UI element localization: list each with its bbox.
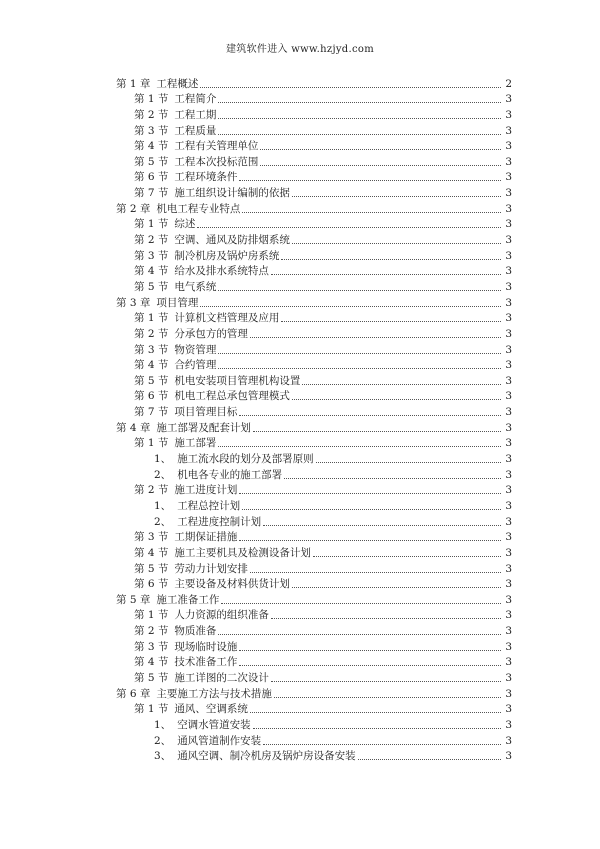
toc-entry-title: 人力资源的组织准备 <box>174 609 269 622</box>
toc-entry-number: 第 3 章 <box>116 296 151 309</box>
toc-entry-title: 施工主要机具及检测设备计划 <box>174 546 311 559</box>
toc-entry-page: 3 <box>505 374 512 387</box>
toc-entry-page: 3 <box>505 343 512 356</box>
toc-entry-level-2[interactable] <box>0 387 600 403</box>
toc-entry-number: 第 5 节 <box>134 374 169 387</box>
toc-dot-leader <box>271 274 501 275</box>
toc-entry-title: 工程概述 <box>156 77 199 90</box>
toc-entry-title: 项目管理 <box>156 296 199 309</box>
toc-entry-page: 3 <box>505 734 512 747</box>
toc-entry-number: 第 5 章 <box>116 593 151 606</box>
toc-entry-number: 2、 <box>154 734 172 747</box>
toc-entry-number: 3、 <box>154 750 172 763</box>
toc-entry-title: 施工部署 <box>174 437 217 450</box>
toc-entry-level-2[interactable] <box>0 481 600 497</box>
toc-entry-title: 空调水管道安装 <box>177 718 251 731</box>
toc-entry-number: 第 3 节 <box>134 531 169 544</box>
toc-entry-level-2[interactable] <box>0 356 600 372</box>
toc-dot-leader <box>292 587 501 588</box>
toc-entry-number: 第 3 节 <box>134 249 169 262</box>
toc-entry-page: 3 <box>505 593 512 606</box>
toc-entry-title: 技术准备工作 <box>174 656 238 669</box>
toc-dot-leader <box>253 431 501 432</box>
toc-entry-page: 2 <box>505 77 512 90</box>
toc-entry-number: 第 5 节 <box>134 671 169 684</box>
toc-entry-number: 1、 <box>154 453 172 466</box>
toc-dot-leader <box>218 102 501 103</box>
toc-dot-leader <box>218 134 501 135</box>
toc-entry-page: 3 <box>505 671 512 684</box>
toc-entry-number: 第 6 节 <box>134 171 169 184</box>
toc-dot-leader <box>316 462 501 463</box>
toc-entry-level-2[interactable] <box>0 246 600 262</box>
toc-entry-number: 第 5 节 <box>134 562 169 575</box>
toc-entry-page: 3 <box>505 296 512 309</box>
toc-entry-title: 现场临时设施 <box>174 640 238 653</box>
toc-entry-level-1[interactable] <box>0 418 600 434</box>
toc-entry-title: 通风管道制作安装 <box>177 734 262 747</box>
toc-entry-number: 第 1 节 <box>134 218 169 231</box>
toc-dot-leader <box>218 353 501 354</box>
toc-dot-leader <box>358 759 501 760</box>
toc-entry-page: 3 <box>505 515 512 528</box>
toc-entry-title: 电气系统 <box>174 280 217 293</box>
toc-entry-number: 第 6 章 <box>116 687 151 700</box>
toc-dot-leader <box>218 290 501 291</box>
toc-entry-level-3[interactable] <box>0 715 600 731</box>
toc-entry-title: 综述 <box>174 218 196 231</box>
toc-entry-number: 第 3 节 <box>134 124 169 137</box>
toc-entry-number: 第 2 节 <box>134 108 169 121</box>
toc-entry-level-2[interactable] <box>0 575 600 591</box>
toc-entry-title: 劳动力计划安排 <box>174 562 248 575</box>
toc-dot-leader <box>218 446 501 447</box>
toc-entry-level-2[interactable] <box>0 90 600 106</box>
toc-entry-number: 第 4 节 <box>134 140 169 153</box>
toc-entry-number: 第 1 节 <box>134 93 169 106</box>
toc-entry-title: 分承包方的管理 <box>174 327 248 340</box>
toc-entry-title: 施工准备工作 <box>156 593 220 606</box>
toc-entry-title: 物资管理 <box>174 343 217 356</box>
toc-entry-title: 机电安装项目管理机构设置 <box>174 374 301 387</box>
toc-entry-number: 第 1 节 <box>134 312 169 325</box>
toc-dot-leader <box>250 712 501 713</box>
toc-entry-page: 3 <box>505 249 512 262</box>
toc-entry-title: 工程质量 <box>174 124 217 137</box>
toc-entry-number: 第 2 章 <box>116 202 151 215</box>
toc-entry-page: 3 <box>505 750 512 763</box>
toc-entry-title: 工程进度控制计划 <box>177 515 262 528</box>
toc-entry-level-2[interactable] <box>0 668 600 684</box>
toc-entry-level-3[interactable] <box>0 465 600 481</box>
toc-entry-level-1[interactable] <box>0 199 600 215</box>
table-of-contents <box>0 74 600 762</box>
toc-entry-page: 3 <box>505 202 512 215</box>
toc-dot-leader <box>239 180 501 181</box>
toc-entry-number: 第 1 章 <box>116 77 151 90</box>
toc-entry-title: 工程总控计划 <box>177 499 241 512</box>
toc-dot-leader <box>263 744 501 745</box>
toc-dot-leader <box>221 603 501 604</box>
toc-entry-number: 第 6 节 <box>134 390 169 403</box>
toc-entry-page: 3 <box>505 437 512 450</box>
toc-entry-page: 3 <box>505 93 512 106</box>
toc-entry-number: 第 3 节 <box>134 640 169 653</box>
toc-entry-title: 施工进度计划 <box>174 484 238 497</box>
toc-entry-page: 3 <box>505 140 512 153</box>
toc-dot-leader <box>292 196 501 197</box>
toc-entry-title: 合约管理 <box>174 359 217 372</box>
toc-dot-leader <box>239 665 501 666</box>
toc-dot-leader <box>281 259 501 260</box>
toc-entry-page: 3 <box>505 155 512 168</box>
toc-entry-page: 3 <box>505 124 512 137</box>
toc-entry-title: 通风空调、制冷机房及锅炉房设备安装 <box>177 750 356 763</box>
toc-entry-page: 3 <box>505 718 512 731</box>
toc-dot-leader <box>260 165 501 166</box>
toc-entry-page: 3 <box>505 312 512 325</box>
toc-dot-leader <box>197 227 501 228</box>
toc-dot-leader <box>284 478 501 479</box>
toc-entry-title: 施工详图的二次设计 <box>174 671 269 684</box>
toc-entry-page: 3 <box>505 499 512 512</box>
toc-entry-level-3[interactable] <box>0 747 600 763</box>
toc-entry-page: 3 <box>505 421 512 434</box>
toc-entry-page: 3 <box>505 703 512 716</box>
toc-entry-title: 物质准备 <box>174 625 217 638</box>
toc-entry-page: 3 <box>505 327 512 340</box>
toc-entry-page: 3 <box>505 108 512 121</box>
toc-entry-page: 3 <box>505 234 512 247</box>
toc-entry-level-2[interactable] <box>0 215 600 231</box>
toc-entry-level-2[interactable] <box>0 621 600 637</box>
toc-dot-leader <box>239 415 501 416</box>
toc-entry-title: 通风、空调系统 <box>174 703 248 716</box>
toc-entry-title: 给水及排水系统特点 <box>174 265 269 278</box>
toc-entry-page: 3 <box>505 546 512 559</box>
toc-entry-level-1[interactable] <box>0 293 600 309</box>
toc-entry-title: 制冷机房及锅炉房系统 <box>174 249 280 262</box>
toc-entry-level-2[interactable] <box>0 121 600 137</box>
toc-entry-level-2[interactable] <box>0 183 600 199</box>
toc-entry-page: 3 <box>505 265 512 278</box>
toc-entry-level-2[interactable] <box>0 168 600 184</box>
toc-entry-number: 2、 <box>154 468 172 481</box>
toc-entry-number: 第 4 节 <box>134 265 169 278</box>
toc-entry-title: 施工部署及配套计划 <box>156 421 251 434</box>
toc-entry-title: 工程有关管理单位 <box>174 140 259 153</box>
toc-entry-number: 第 1 节 <box>134 437 169 450</box>
toc-entry-level-3[interactable] <box>0 512 600 528</box>
toc-entry-level-2[interactable] <box>0 637 600 653</box>
toc-entry-page: 3 <box>505 280 512 293</box>
toc-entry-title: 计算机文档管理及应用 <box>174 312 280 325</box>
toc-entry-number: 第 3 节 <box>134 343 169 356</box>
toc-entry-number: 第 1 节 <box>134 703 169 716</box>
toc-entry-title: 工期保证措施 <box>174 531 238 544</box>
toc-entry-level-3[interactable] <box>0 449 600 465</box>
toc-entry-title: 工程本次投标范围 <box>174 155 259 168</box>
toc-entry-level-2[interactable] <box>0 700 600 716</box>
toc-entry-level-2[interactable] <box>0 606 600 622</box>
toc-entry-level-2[interactable] <box>0 309 600 325</box>
toc-dot-leader <box>218 634 501 635</box>
toc-entry-level-2[interactable] <box>0 105 600 121</box>
toc-dot-leader <box>218 368 501 369</box>
toc-dot-leader <box>239 493 501 494</box>
toc-dot-leader <box>242 509 501 510</box>
toc-entry-level-2[interactable] <box>0 402 600 418</box>
toc-entry-level-2[interactable] <box>0 152 600 168</box>
toc-entry-number: 第 2 节 <box>134 484 169 497</box>
toc-entry-page: 3 <box>505 578 512 591</box>
toc-entry-title: 主要设备及材料供货计划 <box>174 578 290 591</box>
toc-entry-level-2[interactable] <box>0 543 600 559</box>
toc-entry-number: 第 6 节 <box>134 578 169 591</box>
toc-entry-number: 第 5 节 <box>134 155 169 168</box>
toc-entry-level-2[interactable] <box>0 340 600 356</box>
toc-dot-leader <box>263 525 501 526</box>
toc-dot-leader <box>292 243 501 244</box>
toc-dot-leader <box>292 399 501 400</box>
toc-entry-title: 机电工程总承包管理模式 <box>174 390 290 403</box>
toc-dot-leader <box>239 540 501 541</box>
toc-entry-number: 第 5 节 <box>134 280 169 293</box>
toc-dot-leader <box>250 337 501 338</box>
toc-entry-level-3[interactable] <box>0 731 600 747</box>
toc-entry-page: 3 <box>505 484 512 497</box>
toc-entry-page: 3 <box>505 453 512 466</box>
toc-entry-number: 第 1 节 <box>134 609 169 622</box>
toc-entry-level-2[interactable] <box>0 559 600 575</box>
toc-dot-leader <box>200 306 501 307</box>
toc-entry-title: 项目管理目标 <box>174 406 238 419</box>
toc-entry-number: 2、 <box>154 515 172 528</box>
toc-entry-title: 施工流水段的划分及部署原则 <box>177 453 314 466</box>
toc-entry-level-2[interactable] <box>0 277 600 293</box>
toc-entry-page: 3 <box>505 468 512 481</box>
toc-entry-title: 工程工期 <box>174 108 217 121</box>
page-header: 建筑软件进入 www.hzjyd.com <box>226 44 374 55</box>
toc-entry-title: 主要施工方法与技术措施 <box>156 687 272 700</box>
toc-entry-number: 第 7 节 <box>134 187 169 200</box>
toc-entry-page: 3 <box>505 187 512 200</box>
toc-dot-leader <box>281 321 501 322</box>
toc-entry-level-1[interactable] <box>0 684 600 700</box>
toc-dot-leader <box>260 149 501 150</box>
toc-entry-page: 3 <box>505 390 512 403</box>
toc-entry-title: 机电工程专业特点 <box>156 202 241 215</box>
toc-entry-level-1[interactable] <box>0 590 600 606</box>
toc-entry-page: 3 <box>505 625 512 638</box>
toc-dot-leader <box>271 618 501 619</box>
toc-entry-level-2[interactable] <box>0 137 600 153</box>
toc-entry-number: 第 2 节 <box>134 234 169 247</box>
toc-dot-leader <box>200 87 501 88</box>
toc-dot-leader <box>250 572 501 573</box>
toc-entry-level-2[interactable] <box>0 528 600 544</box>
toc-dot-leader <box>274 697 501 698</box>
toc-entry-number: 第 2 节 <box>134 625 169 638</box>
toc-entry-level-2[interactable] <box>0 653 600 669</box>
toc-entry-page: 3 <box>505 562 512 575</box>
toc-entry-page: 3 <box>505 531 512 544</box>
toc-dot-leader <box>302 384 501 385</box>
toc-dot-leader <box>218 118 501 119</box>
toc-entry-title: 机电各专业的施工部署 <box>177 468 283 481</box>
toc-entry-number: 第 4 节 <box>134 546 169 559</box>
toc-entry-page: 3 <box>505 656 512 669</box>
toc-entry-number: 第 7 节 <box>134 406 169 419</box>
toc-entry-title: 施工组织设计编制的依据 <box>174 187 290 200</box>
toc-entry-level-2[interactable] <box>0 371 600 387</box>
toc-entry-page: 3 <box>505 171 512 184</box>
toc-entry-level-2[interactable] <box>0 230 600 246</box>
toc-entry-title: 工程简介 <box>174 93 217 106</box>
toc-dot-leader <box>242 212 501 213</box>
toc-entry-level-2[interactable] <box>0 262 600 278</box>
toc-entry-page: 3 <box>505 406 512 419</box>
toc-entry-number: 第 2 节 <box>134 327 169 340</box>
toc-dot-leader <box>271 681 501 682</box>
toc-entry-number: 1、 <box>154 499 172 512</box>
toc-entry-page: 3 <box>505 609 512 622</box>
toc-entry-number: 第 4 节 <box>134 359 169 372</box>
toc-entry-page: 3 <box>505 359 512 372</box>
toc-entry-title: 工程环境条件 <box>174 171 238 184</box>
toc-entry-number: 第 4 节 <box>134 656 169 669</box>
toc-entry-level-3[interactable] <box>0 496 600 512</box>
toc-entry-level-2[interactable] <box>0 324 600 340</box>
toc-dot-leader <box>239 650 501 651</box>
toc-entry-number: 第 4 章 <box>116 421 151 434</box>
toc-entry-page: 3 <box>505 687 512 700</box>
toc-entry-level-1[interactable] <box>0 74 600 90</box>
toc-entry-page: 3 <box>505 640 512 653</box>
toc-entry-page: 3 <box>505 218 512 231</box>
toc-entry-number: 1、 <box>154 718 172 731</box>
toc-dot-leader <box>313 556 501 557</box>
toc-entry-title: 空调、通风及防排烟系统 <box>174 234 290 247</box>
toc-dot-leader <box>253 728 501 729</box>
toc-entry-level-2[interactable] <box>0 434 600 450</box>
